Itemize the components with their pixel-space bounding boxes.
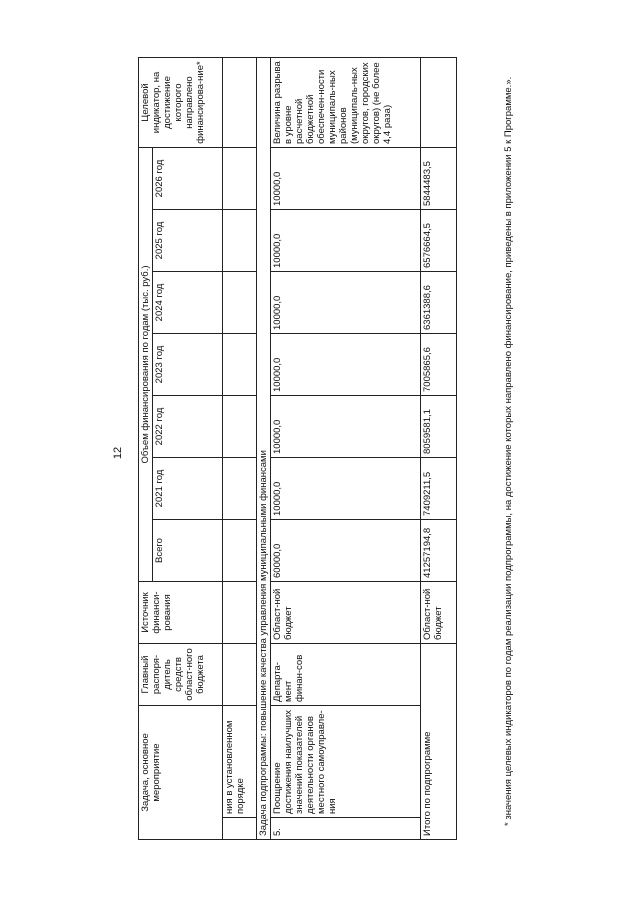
total-2022: 8059581,1 — [421, 395, 457, 457]
task-heading: Задача подпрограммы: повышение качества управления муниципальными финансами — [257, 57, 271, 839]
row-2026: 10000,0 — [271, 147, 421, 209]
total-2026: 5844483,5 — [421, 147, 457, 209]
row-total: 60000,0 — [271, 519, 421, 581]
header-total: Всего — [153, 519, 223, 581]
row-task: Поощрение достижения наилучших значений показателей деятельности органов местного самоуправле-ния — [271, 705, 421, 817]
header-2026: 2026 год — [153, 147, 223, 209]
header-manager: Главный распоря-дитель средств област-ного бюджета — [139, 643, 223, 705]
continuation-task: ния в установленном порядке — [223, 705, 257, 817]
financing-table — [138, 57, 457, 840]
row-2022: 10000,0 — [271, 395, 421, 457]
header-2022: 2022 год — [153, 395, 223, 457]
total-2023: 7005865,6 — [421, 333, 457, 395]
header-volume-group: Объем финансирования по годам (тыс. руб.) — [139, 147, 153, 581]
total-sum: 41257194,8 — [421, 519, 457, 581]
total-2024: 6361388,6 — [421, 271, 457, 333]
footnote — [502, 60, 515, 840]
footnote-text: * значения целевых индикаторов по годам реализации подпрограммы, на достижение которых направлено финансирование, приведены в приложении 5 к Программе.». — [503, 76, 514, 826]
row-2021: 10000,0 — [271, 457, 421, 519]
header-2024: 2024 год — [153, 271, 223, 333]
task-heading-row — [257, 57, 271, 839]
rotated-page — [110, 48, 530, 858]
total-2021: 7409211,5 — [421, 457, 457, 519]
header-2025: 2025 год — [153, 209, 223, 271]
header-task: Задача, основное мероприятие — [139, 705, 223, 839]
total-row — [421, 57, 457, 839]
total-label: Итого по подпрограмме — [421, 643, 457, 839]
row-2023: 10000,0 — [271, 333, 421, 395]
page-number: 12 — [112, 446, 124, 459]
header-2021: 2021 год — [153, 457, 223, 519]
row-number: 5. — [271, 817, 421, 839]
header-source: Источник финанси-рования — [139, 581, 223, 643]
total-indicator — [421, 57, 457, 147]
row-source: Област-ной бюджет — [271, 581, 421, 643]
continuation-row — [223, 57, 257, 839]
table-row — [271, 57, 421, 839]
row-manager: Департа-мент финан-сов — [271, 643, 421, 705]
total-2025: 6576664,5 — [421, 209, 457, 271]
row-indicator: Величина разрыва в уровне расчетной бюджетной обеспечен-ности муниципаль-ных районов (муниципаль-ных округов, городских округов) (не более 4,4 раза) — [271, 57, 421, 147]
header-2023: 2023 год — [153, 333, 223, 395]
header-indicator: Целевой индикатор, на достижение которого направлено финансирова-ние* — [139, 57, 223, 147]
row-2025: 10000,0 — [271, 209, 421, 271]
total-source: Област-ной бюджет — [421, 581, 457, 643]
row-2024: 10000,0 — [271, 271, 421, 333]
